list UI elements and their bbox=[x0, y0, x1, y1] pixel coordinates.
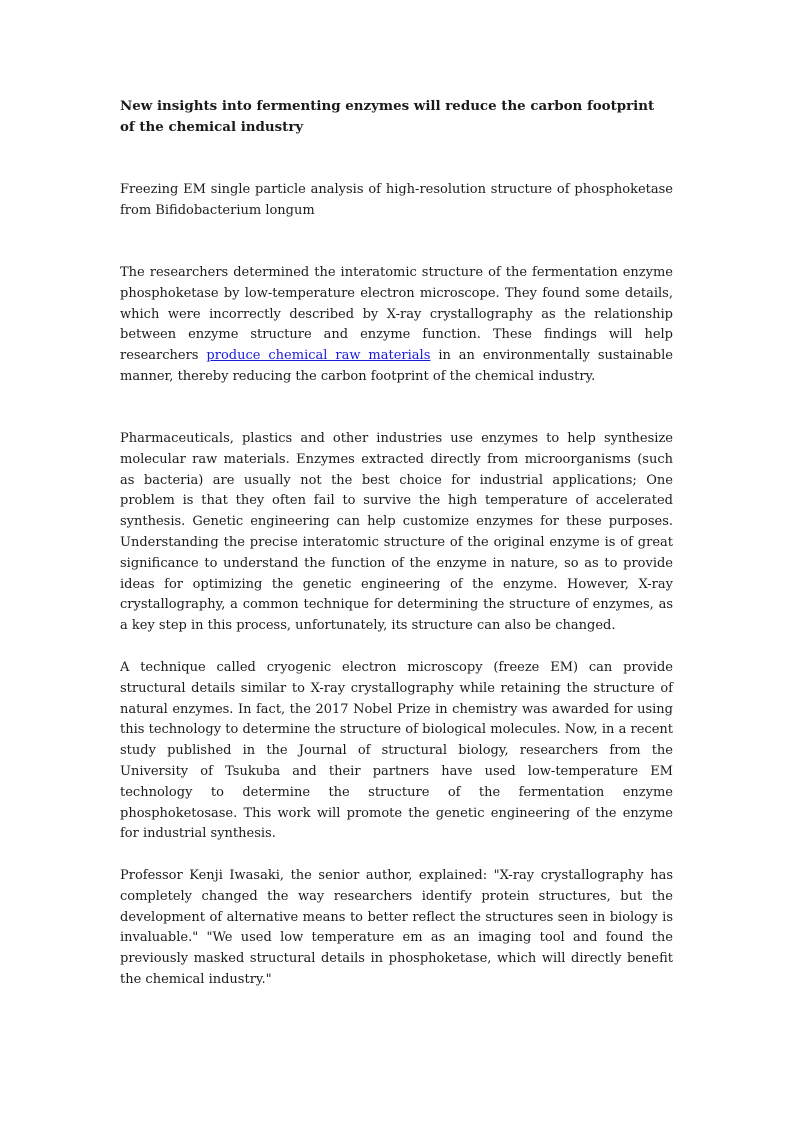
produce-chemical-raw-materials-link[interactable]: produce chemical raw materials bbox=[206, 348, 431, 364]
document-page bbox=[120, 96, 673, 987]
paragraph-4: Professor Kenji Iwasaki, the senior author, explained: "X-ray crystallography has completely changed the way researchers identify protein structures, but the development of alternative means to better reflect the structures seen in biology is invaluable." "We used low temperature em as an imaging tool and found the previously masked structural details in phosphoketase, which will directly benefit the chemical industry." bbox=[120, 868, 673, 987]
paragraph-1-text-start: The researchers determined the interatomic structure of the fermentation enzyme phosphoketase by low-temperature electron microscope. They found some details, which were incorrectly described by X-ray crystallography as the relationship between enzyme structure and enzyme function. These findings will help researchers bbox=[120, 265, 673, 364]
article-subtitle: Freezing EM single particle analysis of high-resolution structure of phosphoketase from Bifidobacterium longum bbox=[120, 182, 673, 218]
paragraph-2: Pharmaceuticals, plastics and other industries use enzymes to help synthesize molecular raw materials. Enzymes extracted directly from microorganisms (such as bacteria) are usually not the best choice for industrial applications; One problem is that they often fail to survive the high temperature of accelerated synthesis. Genetic engineering can help customize enzymes for these purposes. Understanding the precise interatomic structure of the original enzyme is of great significance to understand the function of the enzyme in nature, so as to provide ideas for optimizing the genetic engineering of the enzyme. However, X-ray crystallography, a common technique for determining the structure of enzymes, as a key step in this process, unfortunately, its structure can also be changed. bbox=[120, 431, 673, 634]
paragraph-1 bbox=[120, 263, 673, 388]
paragraph-3: A technique called cryogenic electron microscopy (freeze EM) can provide structural details similar to X-ray crystallography while retaining the structure of natural enzymes. In fact, the 2017 Nobel Prize in chemistry was awarded for using this technology to determine the structure of biological molecules. Now, in a recent study published in the Journal of structural biology, researchers from the University of Tsukuba and their partners have used low-temperature EM technology to determine the structure of the fermentation enzyme phosphoketosase. This work will promote the genetic engineering of the enzyme for industrial synthesis. bbox=[120, 660, 673, 842]
paragraph-1-text-end: in an environmentally sustainable manner, thereby reducing the carbon footprint of the chemical industry. bbox=[120, 348, 673, 384]
article-title: New insights into fermenting enzymes will reduce the carbon footprint of the chemical industry bbox=[120, 98, 655, 135]
